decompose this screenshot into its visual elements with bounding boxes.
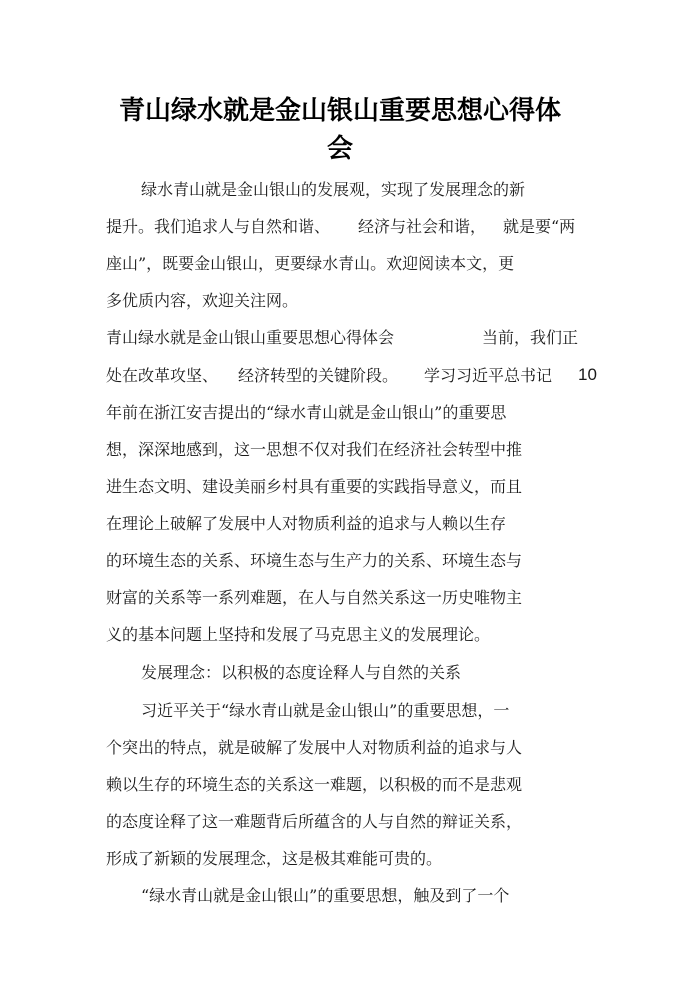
intro-line: 提升。我们追求人与自然和谐、 xyxy=(106,217,331,236)
document-title: 青山绿水就是金山银山重要思想心得体 xyxy=(118,96,561,126)
intro-line: 座山”，既要金山银山，更要绿水青山。欢迎阅读本文，更 xyxy=(106,254,515,273)
body-line: 青山绿水就是金山银山重要思想心得体会 xyxy=(106,328,395,347)
document-title-continued: 会 xyxy=(326,134,353,164)
body-line: 的态度诠释了这一难题背后所蕴含的人与自然的辩证关系， xyxy=(106,812,523,831)
body-line: 习近平关于“绿水青山就是金山银山”的重要思想，一 xyxy=(141,701,510,720)
body-line: 形成了新颖的发展理念，这是极其难能可贵的。 xyxy=(106,849,443,868)
body-line: 在理论上破解了发展中人对物质利益的追求与人赖以生存 xyxy=(106,514,507,533)
intro-line: 多优质内容，欢迎关注网。 xyxy=(106,291,299,310)
intro-line: 就是要“两 xyxy=(503,217,576,236)
section-subheading: 发展理念：以积极的态度诠释人与自然的关系 xyxy=(141,663,462,682)
body-line: 年前在浙江安吉提出的“绿水青山就是金山银山”的重要思 xyxy=(106,403,507,422)
body-line: “绿水青山就是金山银山”的重要思想，触及到了一个 xyxy=(141,886,510,905)
body-line: 想，深深地感到，这一思想不仅对我们在经济社会转型中推 xyxy=(106,440,523,459)
body-line: 处在改革攻坚、 xyxy=(106,366,219,385)
intro-line: 经济与社会和谐， xyxy=(358,217,487,236)
body-line: 的环境生态的关系、环境生态与生产力的关系、环境生态与 xyxy=(106,551,523,570)
body-line: 义的基本问题上坚持和发展了马克思主义的发展理论。 xyxy=(106,625,491,644)
body-line: 学习习近平总书记 xyxy=(424,366,553,385)
body-line: 当前，我们正 xyxy=(482,328,579,347)
body-line: 个突出的特点，就是破解了发展中人对物质利益的追求与人 xyxy=(106,738,523,757)
intro-line: 绿水青山就是金山银山的发展观，实现了发展理念的新 xyxy=(141,180,526,199)
body-line: 进生态文明、建设美丽乡村具有重要的实践指导意义，而且 xyxy=(106,477,523,496)
body-line: 经济转型的关键阶段。 xyxy=(238,366,399,385)
body-line: 赖以生存的环境生态的关系这一难题，以积极的而不是悲观 xyxy=(106,775,523,794)
body-number: 10 xyxy=(578,365,597,384)
body-line: 财富的关系等一系列难题，在人与自然关系这一历史唯物主 xyxy=(106,588,523,607)
